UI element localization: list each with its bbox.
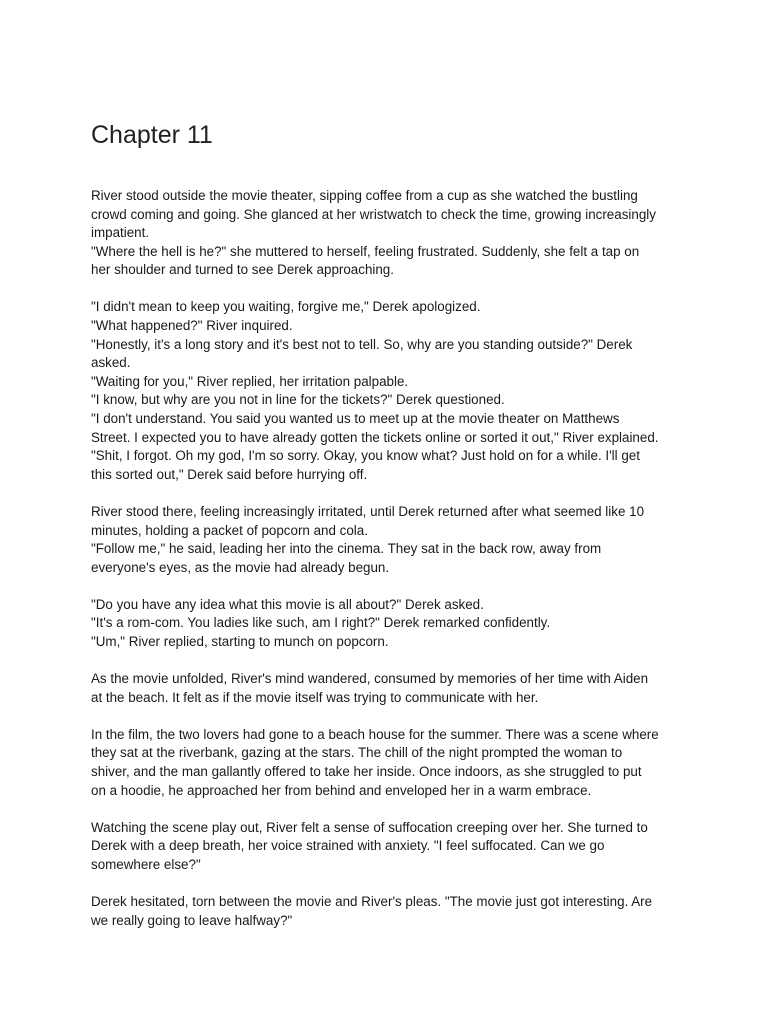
paragraph <box>91 893 681 930</box>
text-line: "Do you have any idea what this movie is all about?" Derek asked. <box>91 596 484 612</box>
text-line: this sorted out," Derek said before hurrying off. <box>91 466 368 482</box>
text-line: Derek hesitated, torn between the movie and River's pleas. "The movie just got interesting. Are <box>91 893 653 909</box>
text-line: her shoulder and turned to see Derek approaching. <box>91 262 394 278</box>
text-line: "Um," River replied, starting to munch on popcorn. <box>91 633 389 649</box>
text-line: River stood there, feeling increasingly irritated, until Derek returned after what seemed like 10 <box>91 503 645 519</box>
paragraph <box>91 503 681 577</box>
paragraph <box>91 187 681 280</box>
text-line: "It's a rom-com. You ladies like such, am I right?" Derek remarked confidently. <box>91 615 551 631</box>
paragraph <box>91 596 681 652</box>
text-line: asked. <box>91 355 131 371</box>
text-line: In the film, the two lovers had gone to a beach house for the summer. There was a scene where <box>91 726 659 742</box>
text-line: "Waiting for you," River replied, her irritation palpable. <box>91 373 409 389</box>
paragraph <box>91 298 681 484</box>
text-line: "Follow me," he said, leading her into the cinema. They sat in the back row, away from <box>91 541 602 557</box>
text-line: "I know, but why are you not in line for the tickets?" Derek questioned. <box>91 392 505 408</box>
text-line: they sat at the riverbank, gazing at the stars. The chill of the night prompted the woman to <box>91 745 623 761</box>
text-line: shiver, and the man gallantly offered to take her inside. Once indoors, as she struggled to put <box>91 763 642 779</box>
chapter-title: Chapter 11 <box>91 121 213 149</box>
text-line: Watching the scene play out, River felt a sense of suffocation creeping over her. She turned to <box>91 819 648 835</box>
paragraph <box>91 726 681 800</box>
text-line: on a hoodie, he approached her from behind and enveloped her in a warm embrace. <box>91 782 592 798</box>
document-body <box>91 187 681 930</box>
text-line: "I didn't mean to keep you waiting, forgive me," Derek apologized. <box>91 299 481 315</box>
text-line: at the beach. It felt as if the movie itself was trying to communicate with her. <box>91 689 539 705</box>
text-line: impatient. <box>91 225 150 241</box>
paragraph <box>91 819 681 875</box>
text-line: Street. I expected you to have already gotten the tickets online or sorted it out," River explained. <box>91 429 659 445</box>
text-line: "I don't understand. You said you wanted us to meet up at the movie theater on Matthews <box>91 411 620 427</box>
text-line: "Where the hell is he?" she muttered to herself, feeling frustrated. Suddenly, she felt a tap on <box>91 243 640 259</box>
text-line: minutes, holding a packet of popcorn and cola. <box>91 522 368 538</box>
text-line: River stood outside the movie theater, sipping coffee from a cup as she watched the bustling <box>91 188 638 203</box>
text-line: we really going to leave halfway?" <box>91 912 293 928</box>
text-line: somewhere else?" <box>91 856 201 872</box>
text-line: Derek with a deep breath, her voice strained with anxiety. "I feel suffocated. Can we go <box>91 838 605 854</box>
document-page <box>91 118 681 949</box>
text-line: "Shit, I forgot. Oh my god, I'm so sorry. Okay, you know what? Just hold on for a while. I'll get <box>91 448 640 464</box>
text-line: everyone's eyes, as the movie had already begun. <box>91 559 390 575</box>
text-line: As the movie unfolded, River's mind wandered, consumed by memories of her time with Aiden <box>91 671 649 687</box>
text-line: crowd coming and going. She glanced at her wristwatch to check the time, growing increasingly <box>91 206 656 222</box>
text-line: "Honestly, it's a long story and it's best not to tell. So, why are you standing outside?" Derek <box>91 336 633 352</box>
paragraph <box>91 670 681 707</box>
text-line: "What happened?" River inquired. <box>91 318 293 334</box>
